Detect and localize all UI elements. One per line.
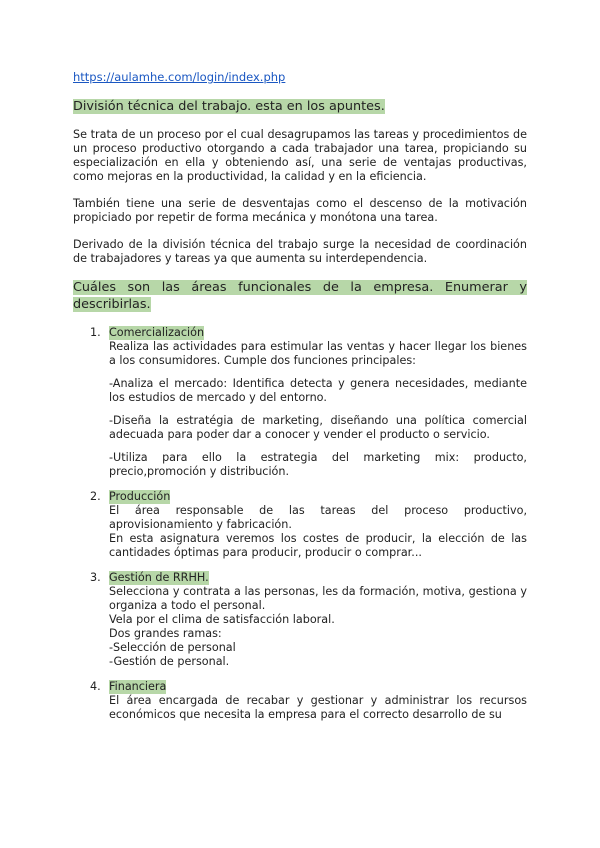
heading-areas-funcionales-text: Cuáles son las áreas funcionales de la empresa. Enumerar y describirlas. — [73, 280, 527, 312]
paragraph-coordinacion: Derivado de la división técnica del trabajo surge la necesidad de coordinación de trabajadores y tareas ya que aumenta su interdependencia. — [73, 238, 527, 265]
list-item-paragraph: -Diseña la estratégia de marketing, diseñando una política comercial adecuada para poder dar a conocer y vender el producto o servicio. — [109, 414, 527, 441]
list-item-financiera — [73, 680, 527, 722]
list-item-title: Producción — [109, 490, 171, 503]
list-item-line: El área encargada de recabar y gestionar y administrar los recursos económicos que necesita la empresa para el correcto desarrollo de su — [109, 694, 527, 721]
heading-areas-funcionales — [73, 279, 527, 313]
list-item-produccion — [73, 490, 527, 560]
list-item-body — [109, 504, 527, 560]
heading-division-tecnica — [73, 98, 527, 115]
list-item-paragraph: Realiza las actividades para estimular las ventas y hacer llegar los bienes a los consumidores. Cumple dos funciones principales: — [109, 340, 527, 367]
paragraph-proceso: Se trata de un proceso por el cual desagrupamos las tareas y procedimientos de un proceso productivo otorgando a cada trabajador una tarea, propiciando su especialización en ella y obteniendo así, una serie de ventajas productivas, como mejoras en la productividad, la calidad y en la eficiencia. — [73, 128, 527, 183]
list-number: 1. — [90, 326, 101, 339]
areas-list — [73, 326, 527, 722]
list-item-body — [109, 694, 527, 722]
list-item-comercializacion — [73, 326, 527, 479]
list-item-line: El área responsable de las tareas del proceso productivo, aprovisionamiento y fabricación. — [109, 504, 527, 531]
list-number: 4. — [90, 680, 101, 693]
list-item-line: -Selección de personal — [109, 641, 236, 654]
paragraph-desventajas: También tiene una serie de desventajas como el descenso de la motivación propiciado por repetir de forma mecánica y monótona una tarea. — [73, 197, 527, 224]
list-item-title: Gestión de RRHH. — [109, 571, 209, 584]
list-item-line: Vela por el clima de satisfacción laboral. — [109, 613, 335, 626]
list-number: 2. — [90, 490, 101, 503]
list-item-line: Selecciona y contrata a las personas, les da formación, motiva, gestiona y organiza a todo el personal. — [109, 585, 527, 612]
list-item-paragraph: -Utiliza para ello la estrategia del marketing mix: producto, precio,promoción y distribución. — [109, 451, 527, 478]
heading-division-tecnica-text: División técnica del trabajo. esta en los apuntes. — [73, 99, 385, 114]
list-number: 3. — [90, 571, 101, 584]
aulamhe-link[interactable]: https://aulamhe.com/login/index.php — [73, 70, 286, 84]
list-item-title: Comercialización — [109, 326, 205, 339]
list-item-line: En esta asignatura veremos los costes de producir, la elección de las cantidades óptimas para producir, producir o comprar... — [109, 532, 527, 559]
list-item-body — [109, 340, 527, 479]
list-item-title: Financiera — [109, 680, 167, 693]
list-item-body — [109, 585, 527, 669]
list-item-line: Dos grandes ramas: — [109, 627, 222, 640]
list-item-rrhh — [73, 571, 527, 669]
document-content — [73, 70, 527, 733]
list-item-line: -Gestión de personal. — [109, 655, 230, 668]
list-item-paragraph: -Analiza el mercado: Identifica detecta y genera necesidades, mediante los estudios de mercado y del entorno. — [109, 377, 527, 404]
